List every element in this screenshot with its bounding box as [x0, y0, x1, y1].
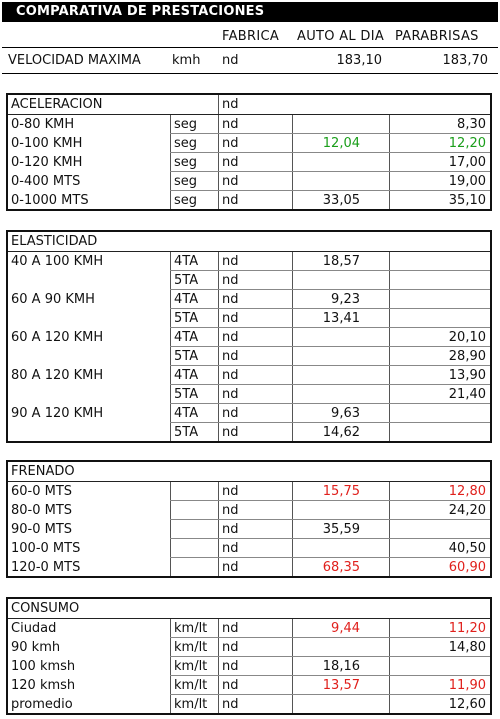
row-fabrica: nd: [222, 136, 239, 151]
row-fabrica: nd: [222, 503, 239, 518]
row-label: 100 kmsh: [11, 659, 76, 674]
row-unit: 5TA: [174, 387, 199, 402]
row-label: 0-120 KMH: [11, 155, 83, 170]
table-row: [8, 328, 490, 347]
table-row: [8, 252, 490, 271]
section-title: ELASTICIDAD: [11, 234, 98, 249]
row-unit: km/lt: [174, 640, 208, 655]
row-unit: seg: [174, 155, 198, 170]
top-speed-auto: 183,10: [336, 53, 382, 68]
row-label: 0-400 MTS: [11, 174, 81, 189]
table-row: [8, 347, 490, 366]
row-unit: 4TA: [174, 254, 199, 269]
row-label: 0-80 KMH: [11, 117, 75, 132]
row-unit: seg: [174, 117, 198, 132]
section-title: CONSUMO: [11, 601, 80, 616]
row-fabrica: nd: [222, 621, 239, 636]
row-parabrisas: 17,00: [448, 155, 486, 170]
row-unit: km/lt: [174, 659, 208, 674]
row-unit: 5TA: [174, 425, 199, 440]
row-fabrica: nd: [222, 659, 239, 674]
row-auto-al-dia: 18,57: [322, 254, 360, 269]
row-label: 80-0 MTS: [11, 503, 73, 518]
row-unit: km/lt: [174, 678, 208, 693]
row-label: 100-0 MTS: [11, 541, 81, 556]
table-row: [8, 638, 490, 657]
row-unit: 4TA: [174, 292, 199, 307]
row-parabrisas: 24,20: [448, 503, 486, 518]
row-label: 60 A 120 KMH: [11, 330, 104, 345]
row-fabrica: nd: [222, 349, 239, 364]
row-unit: 4TA: [174, 330, 199, 345]
top-speed-unit: kmh: [172, 53, 201, 68]
row-parabrisas: 35,10: [448, 193, 486, 208]
top-divider: [2, 73, 498, 74]
row-fabrica: nd: [222, 368, 239, 383]
row-unit: 4TA: [174, 368, 199, 383]
row-auto-al-dia: 9,23: [331, 292, 360, 307]
row-label: 0-100 KMH: [11, 136, 83, 151]
table-row: [8, 558, 490, 577]
top-speed-fabrica: nd: [222, 53, 239, 68]
row-auto-al-dia: 15,75: [322, 484, 360, 499]
row-unit: seg: [174, 174, 198, 189]
row-fabrica: nd: [222, 697, 239, 712]
row-parabrisas: 14,80: [448, 640, 486, 655]
row-label: 80 A 120 KMH: [11, 368, 104, 383]
row-label: promedio: [11, 697, 73, 712]
row-fabrica: nd: [222, 522, 239, 537]
table-row: [8, 385, 490, 404]
table-row: [8, 290, 490, 309]
row-fabrica: nd: [222, 292, 239, 307]
row-auto-al-dia: 14,62: [322, 425, 360, 440]
top-speed-label: VELOCIDAD MAXIMA: [8, 53, 141, 68]
row-unit: seg: [174, 136, 198, 151]
row-fabrica: nd: [222, 406, 239, 421]
section-elasticidad: [6, 230, 492, 443]
row-label: 60-0 MTS: [11, 484, 73, 499]
row-parabrisas: 12,20: [448, 136, 486, 151]
row-fabrica: nd: [222, 560, 239, 575]
row-auto-al-dia: 35,59: [322, 522, 360, 537]
row-unit: seg: [174, 193, 198, 208]
row-fabrica: nd: [222, 387, 239, 402]
row-parabrisas: 13,90: [448, 368, 486, 383]
row-fabrica: nd: [222, 425, 239, 440]
section-title: ACELERACION: [11, 97, 103, 112]
row-fabrica: nd: [222, 117, 239, 132]
row-label: 60 A 90 KMH: [11, 292, 95, 307]
row-fabrica: nd: [222, 640, 239, 655]
row-unit: 4TA: [174, 406, 199, 421]
row-parabrisas: 60,90: [448, 560, 486, 575]
section-frenado: [6, 460, 492, 578]
section-title: FRENADO: [11, 464, 75, 479]
row-label: 90 A 120 KMH: [11, 406, 104, 421]
table-row: [8, 366, 490, 385]
row-label: 0-1000 MTS: [11, 193, 89, 208]
table-row: [8, 695, 490, 714]
row-parabrisas: 12,80: [448, 484, 486, 499]
row-parabrisas: 12,60: [448, 697, 486, 712]
page-title: COMPARATIVA DE PRESTACIONES: [2, 2, 498, 22]
row-auto-al-dia: 9,63: [331, 406, 360, 421]
section-aceleracion: [6, 93, 492, 211]
section-consumo: [6, 597, 492, 715]
row-fabrica: nd: [222, 678, 239, 693]
row-auto-al-dia: 68,35: [322, 560, 360, 575]
row-label: Ciudad: [11, 621, 57, 636]
row-parabrisas: 8,30: [457, 117, 486, 132]
row-parabrisas: 20,10: [448, 330, 486, 345]
row-unit: km/lt: [174, 697, 208, 712]
row-fabrica: nd: [222, 155, 239, 170]
row-unit: 5TA: [174, 273, 199, 288]
row-fabrica: nd: [222, 174, 239, 189]
row-auto-al-dia: 18,16: [322, 659, 360, 674]
table-row: [8, 423, 490, 442]
row-auto-al-dia: 13,41: [322, 311, 360, 326]
header-auto-al-dia: AUTO AL DIA: [297, 29, 385, 44]
row-fabrica: nd: [222, 273, 239, 288]
table-row: [8, 309, 490, 328]
row-auto-al-dia: 12,04: [322, 136, 360, 151]
header-divider: [2, 47, 498, 48]
table-row: [8, 115, 490, 134]
table-row: [8, 172, 490, 191]
table-row: [8, 657, 490, 676]
row-parabrisas: 21,40: [448, 387, 486, 402]
row-parabrisas: 28,90: [448, 349, 486, 364]
header-parabrisas: PARABRISAS: [395, 29, 479, 44]
row-fabrica: nd: [222, 330, 239, 345]
row-fabrica: nd: [222, 254, 239, 269]
table-row: [8, 482, 490, 501]
row-parabrisas: 11,20: [448, 621, 486, 636]
row-label: 90 kmh: [11, 640, 61, 655]
row-unit: 5TA: [174, 311, 199, 326]
table-row: [8, 404, 490, 423]
top-speed-parabrisas: 183,70: [442, 53, 488, 68]
table-row: [8, 619, 490, 638]
table-row: [8, 191, 490, 210]
row-label: 90-0 MTS: [11, 522, 73, 537]
row-label: 40 A 100 KMH: [11, 254, 104, 269]
row-parabrisas: 40,50: [448, 541, 486, 556]
row-fabrica: nd: [222, 311, 239, 326]
row-parabrisas: 11,90: [448, 678, 486, 693]
section-title-fabrica: nd: [222, 97, 239, 112]
header-fabrica: FABRICA: [222, 29, 280, 44]
row-label: 120-0 MTS: [11, 560, 81, 575]
table-row: [8, 153, 490, 172]
row-fabrica: nd: [222, 541, 239, 556]
row-unit: 5TA: [174, 349, 199, 364]
table-row: [8, 134, 490, 153]
row-label: 120 kmsh: [11, 678, 76, 693]
row-unit: km/lt: [174, 621, 208, 636]
row-fabrica: nd: [222, 484, 239, 499]
table-row: [8, 539, 490, 558]
table-row: [8, 520, 490, 539]
row-auto-al-dia: 33,05: [322, 193, 360, 208]
row-fabrica: nd: [222, 193, 239, 208]
table-row: [8, 501, 490, 520]
row-auto-al-dia: 13,57: [322, 678, 360, 693]
row-parabrisas: 19,00: [448, 174, 486, 189]
row-auto-al-dia: 9,44: [331, 621, 360, 636]
table-row: [8, 271, 490, 290]
table-row: [8, 676, 490, 695]
